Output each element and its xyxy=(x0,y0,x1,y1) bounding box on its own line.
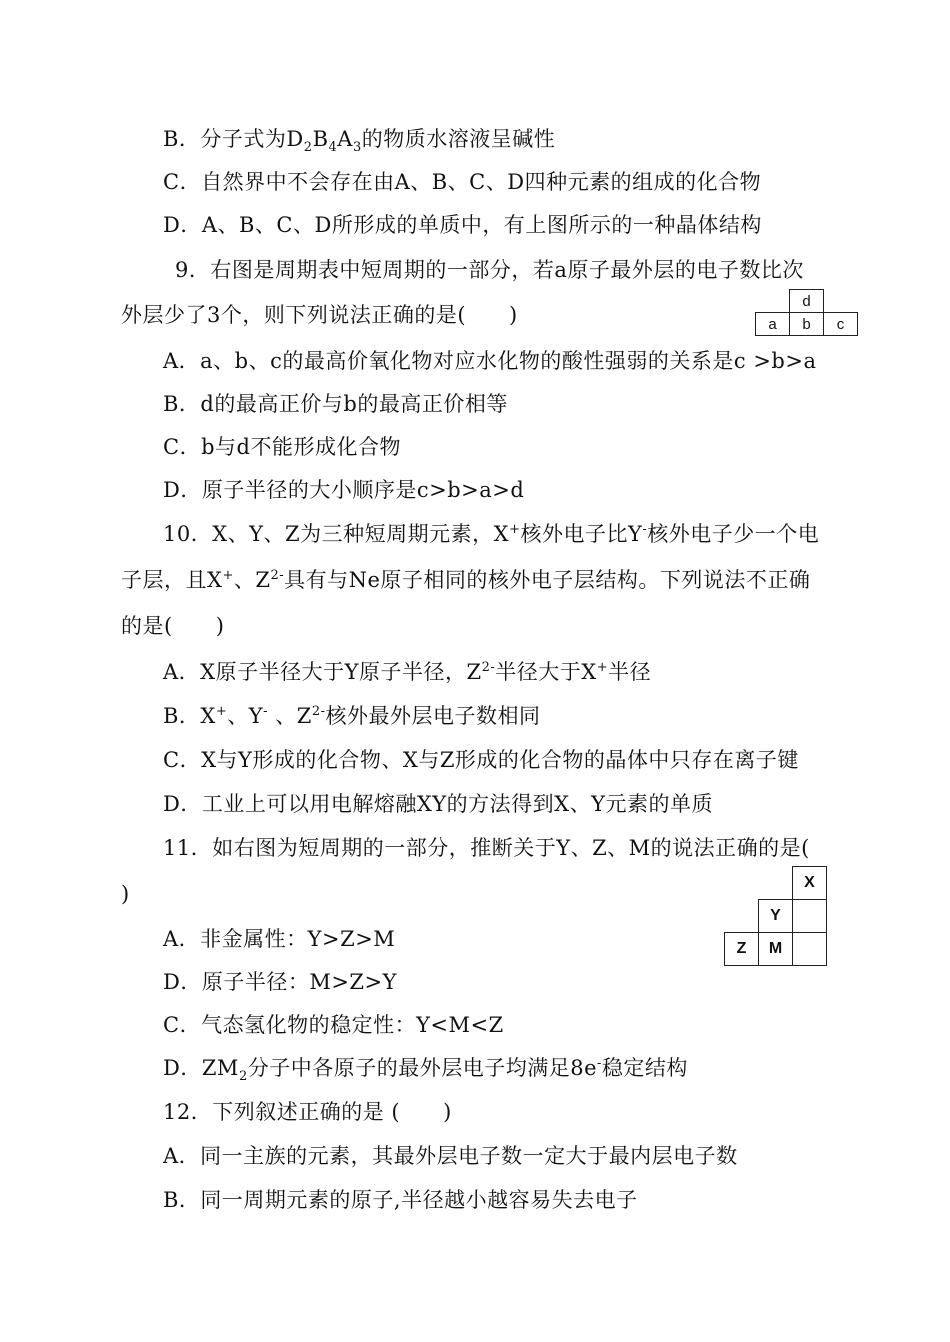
question-10-stem-cont: 子层，且X+、$Z^{2-}$具有与Ne原子相同的核外电子层结构。下列说法不正确 xyxy=(121,568,811,592)
question-9-stem-cont: 外层少了3个，则下列说法正确的是( ) xyxy=(121,303,518,327)
option-b-line: B．分子式为$D_2B_4A_3$的物质水溶液呈碱性 xyxy=(163,127,556,156)
option-d-line: D．A、B、C、D所形成的单质中，有上图所示的一种晶体结构 xyxy=(163,213,762,237)
periodic-table-fragment-9 xyxy=(755,289,858,336)
q9-option-c: C．b与d不能形成化合物 xyxy=(163,435,401,459)
empty-cell xyxy=(725,867,759,900)
question-10-stem: 10．X、Y、Z为三种短周期元素，X+核外电子比Y-核外电子少一个电 xyxy=(163,522,820,546)
empty-cell xyxy=(756,290,790,313)
element-c-cell: c xyxy=(824,313,858,336)
q11-option-d-radius: D．原子半径：M>Z>Y xyxy=(163,970,397,994)
question-11-stem-cont: ) xyxy=(121,882,130,906)
q11-option-c: C．气态氢化物的稳定性：Y<M<Z xyxy=(163,1013,504,1037)
empty-cell xyxy=(759,867,793,900)
element-d-cell: d xyxy=(790,290,824,313)
periodic-table-fragment-11 xyxy=(724,866,827,966)
element-m-cell: M xyxy=(759,933,793,966)
empty-cell xyxy=(824,290,858,313)
q10-option-b: B．X+、Y- 、$Z^{2-}$核外最外层电子数相同 xyxy=(163,704,541,728)
q9-option-b: B．d的最高正价与b的最高正价相等 xyxy=(163,392,508,416)
question-10-stem-end: 的是( ) xyxy=(121,614,225,638)
q11-option-d: D．$ZM_2$分子中各原子的最外层电子均满足8e-稳定结构 xyxy=(163,1056,688,1085)
element-z-cell: Z xyxy=(725,933,759,966)
element-x-cell: X xyxy=(793,867,827,900)
question-11-stem: 11．如右图为短周期的一部分，推断关于Y、Z、M的说法正确的是( xyxy=(163,836,810,860)
question-12-stem: 12．下列叙述正确的是 ( ) xyxy=(163,1100,452,1124)
blank-cell xyxy=(793,900,827,933)
empty-cell xyxy=(725,900,759,933)
q12-option-b: B．同一周期元素的原子,半径越小越容易失去电子 xyxy=(163,1188,638,1212)
element-a-cell: a xyxy=(756,313,790,336)
blank-cell xyxy=(793,933,827,966)
element-y-cell: Y xyxy=(759,900,793,933)
q12-option-a: A．同一主族的元素，其最外层电子数一定大于最内层电子数 xyxy=(163,1144,738,1168)
q10-option-d: D．工业上可以用电解熔融XY的方法得到X、Y元素的单质 xyxy=(163,792,713,816)
q10-option-a: A．X原子半径大于Y原子半径，$Z^{2-}$半径大于X+半径 xyxy=(163,660,652,684)
q9-option-d: D．原子半径的大小顺序是c>b>a>d xyxy=(163,478,525,502)
question-9-stem: 9．右图是周期表中短周期的一部分，若a原子最外层的电子数比次 xyxy=(175,258,804,282)
q9-option-a: A．a、b、c的最高价氧化物对应水化物的酸性强弱的关系是c >b>a xyxy=(163,349,817,373)
q11-option-a: A．非金属性：Y>Z>M xyxy=(163,927,396,951)
q10-option-c: C．X与Y形成的化合物、X与Z形成的化合物的晶体中只存在离子键 xyxy=(163,748,799,772)
element-b-cell: b xyxy=(790,313,824,336)
option-c-line: C．自然界中不会存在由A、B、C、D四种元素的组成的化合物 xyxy=(163,170,762,194)
